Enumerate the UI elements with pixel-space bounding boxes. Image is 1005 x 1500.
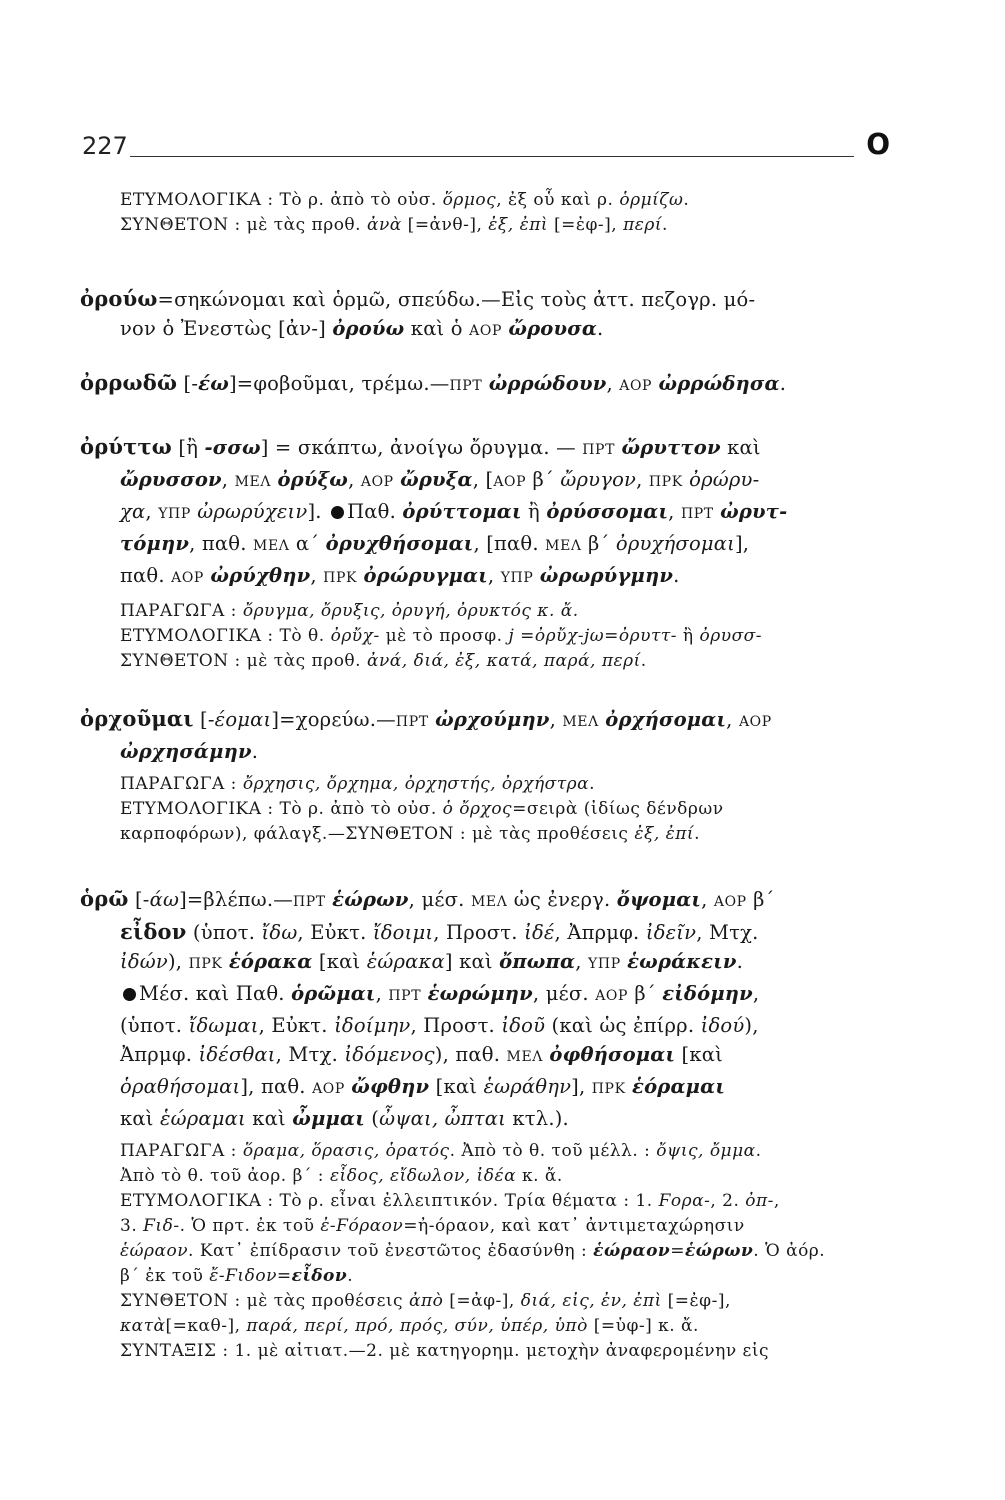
etymology-note: ΕΤΥΜΟΛΟΓΙΚΑ : Τὸ ρ. εἶναι ἐλλειπτικόν. Τρία θέματα : 1. Ϝορα-, 2. ὀπ-, xyxy=(120,1191,780,1211)
compound-note: ΣΥΝΘΕΤΟΝ : μὲ τὰς προθ. ἀνὰ [=ἀνθ-], ἐξ, ἐπὶ [=ἐφ-], περί. xyxy=(120,215,668,235)
entry-oro xyxy=(80,884,880,1364)
entry-line: ὠρχησάμην. xyxy=(120,740,259,763)
entry-orouo xyxy=(80,284,880,346)
etymology-note: καρποφόρων), φάλαγξ.—ΣΥΝΘΕΤΟΝ : μὲ τὰς προθέσεις ἐξ, ἐπί. xyxy=(120,824,700,844)
header-rule xyxy=(130,156,854,157)
entry-line: ὤρυσσον, ΜΕΛ ὀρύξω, ΑΟΡ ὤρυξα, [ΑΟΡ β΄ ὤρυγον, ΠΡΚ ὀρώρυ- xyxy=(120,468,760,491)
etymology-note: ἑώραον. Κατ᾽ ἐπίδρασιν τοῦ ἐνεστῶτος ἐδασύνθη : ἑώραον=ἑώρων. Ὁ ἀόρ. xyxy=(120,1241,826,1261)
etymology-note: 3. Ϝιδ-. Ὁ πρτ. ἐκ τοῦ ἐ-Ϝόραον=ἠ-όραον, καὶ κατ᾽ ἀντιμεταχώρησιν xyxy=(120,1216,745,1236)
etymology-note: ΕΤΥΜΟΛΟΓΙΚΑ : Τὸ ρ. ἀπὸ τὸ οὐσ. ὅρμος, ἐξ οὗ καὶ ρ. ὁρμίζω. xyxy=(120,190,690,210)
derivatives-note: ΠΑΡΑΓΩΓΑ : ὄρυγμα, ὄρυξις, ὀρυγή, ὀρυκτός κ. ἄ. xyxy=(120,601,579,621)
entry-line: ὀρχοῦμαι [-έομαι]=χορεύω.—ΠΡΤ ὠρχούμην, ΜΕΛ ὀρχήσομαι, ΑΟΡ xyxy=(80,706,772,731)
lemma: ὀρύττω xyxy=(80,434,172,459)
etymology-note: ΕΤΥΜΟΛΟΓΙΚΑ : Τὸ ρ. ἀπὸ τὸ οὐσ. ὁ ὄρχος=σειρὰ (ἰδίως δένδρων xyxy=(120,799,724,819)
entry-line: (ὑποτ. ἴδωμαι, Εὐκτ. ἰδοίμην, Προστ. ἰδοῦ (καὶ ὡς ἐπίρρ. ἰδού), xyxy=(120,1014,759,1037)
entry-orrodo xyxy=(80,368,880,401)
bullet-icon xyxy=(123,988,136,1001)
etymology-note: ΕΤΥΜΟΛΟΓΙΚΑ : Τὸ θ. ὀρὔχ- μὲ τὸ προσφ. j =ὀρὔχ-jω=ὀρυττ- ἢ ὀρυσσ- xyxy=(120,626,763,646)
derivatives-note: ΠΑΡΑΓΩΓΑ : ὄρχησις, ὄρχημα, ὀρχηστής, ὀρχήστρα. xyxy=(120,774,596,794)
entry-line: ὁραθήσομαι], παθ. ΑΟΡ ὤφθην [καὶ ἑωράθην], ΠΡΚ ἑόραμαι xyxy=(120,1075,725,1098)
entry-oruttw xyxy=(80,432,880,674)
lemma: ὀρούω xyxy=(80,286,158,311)
lemma: ὀρρωδῶ xyxy=(80,370,178,395)
entry-line: παθ. ΑΟΡ ὠρύχθην, ΠΡΚ ὀρώρυγμαι, ΥΠΡ ὠρωρύγμην. xyxy=(120,564,680,587)
bullet-icon xyxy=(331,506,344,519)
entry-line: καὶ ἑώραμαι καὶ ὦμμαι (ὦψαι, ὦπται κτλ.). xyxy=(120,1107,569,1130)
derivatives-note: Ἀπὸ τὸ θ. τοῦ ἀορ. β΄ : εἶδος, εἴδωλον, ἰδέα κ. ἄ. xyxy=(120,1166,563,1186)
page-number: 227 xyxy=(82,132,128,160)
entry-line: τόμην, παθ. ΜΕΛ α΄ ὀρυχθήσομαι, [παθ. ΜΕΛ β΄ ὀρυχήσομαι], xyxy=(120,532,750,555)
lemma: ὁρῶ xyxy=(80,886,129,911)
compound-note: ΣΥΝΘΕΤΟΝ : μὲ τὰς προθ. ἀνά, διά, ἐξ, κατά, παρά, περί. xyxy=(120,651,647,671)
compound-note: ΣΥΝΘΕΤΟΝ : μὲ τὰς προθέσεις ἀπὸ [=ἀφ-], διά, εἰς, ἐν, ἐπὶ [=ἐφ-], xyxy=(120,1291,731,1311)
entry-line: ὀρούω=σηκώνομαι καὶ ὁρμῶ, σπεύδω.—Εἰς τοὺς ἀττ. πεζογρ. μό- xyxy=(80,286,756,311)
entry-line: νον ὁ Ἐνεστὼς [ἀν-] ὀρούω καὶ ὁ ΑΟΡ ὤρουσα. xyxy=(120,317,604,340)
entry-line: ἰδών), ΠΡΚ ἑόρακα [καὶ ἑώρακα] καὶ ὄπωπα, ΥΠΡ ἑωράκειν. xyxy=(120,950,743,973)
syntax-note: ΣΥΝΤΑΞΙΣ : 1. μὲ αἰτιατ.—2. μὲ κατηγορημ. μετοχὴν ἀναφερομένην εἰς xyxy=(120,1341,770,1361)
etymology-note: β΄ ἐκ τοῦ ἔ-Ϝιδον=εἶδον. xyxy=(120,1266,354,1286)
entry-line: Μέσ. καὶ Παθ. ὁρῶμαι, ΠΡΤ ἑωρώμην, μέσ. ΑΟΡ β΄ εἰδόμην, xyxy=(80,979,880,1011)
section-letter: Ο xyxy=(866,128,890,161)
entry-line: ὀρρωδῶ [-έω]=φοβοῦμαι, τρέμω.—ΠΡΤ ὠρρώδουν, ΑΟΡ ὠρρώδησα. xyxy=(80,370,787,395)
compound-note: κατὰ[=καθ-], παρά, περί, πρό, πρός, σύν, ὑπέρ, ὑπὸ [=ὑφ-] κ. ἄ. xyxy=(120,1316,699,1336)
derivatives-note: ΠΑΡΑΓΩΓΑ : ὅραμα, ὅρασις, ὁρατός. Ἀπὸ τὸ θ. τοῦ μέλλ. : ὄψις, ὄμμα. xyxy=(120,1141,762,1161)
entry-line: ὀρύττω [ἢ -σσω] = σκάπτω, ἀνοίγω ὄρυγμα. — ΠΡΤ ὤρυττον καὶ xyxy=(80,434,761,459)
lemma: ὀρχοῦμαι xyxy=(80,706,194,731)
entry-line: χα, ΥΠΡ ὠρωρύχειν]. Παθ. ὀρύττομαι ἢ ὀρύσσομαι, ΠΡΤ ὠρυτ- xyxy=(120,500,788,523)
entry-line: εἶδον (ὑποτ. ἴδω, Εὐκτ. ἴδοιμι, Προστ. ἰδέ, Ἀπρμφ. ἰδεῖν, Μτχ. xyxy=(120,919,759,944)
entry-orxoumai xyxy=(80,704,880,847)
entry-line: Ἀπρμφ. ἰδέσθαι, Μτχ. ἰδόμενος), παθ. ΜΕΛ ὀφθήσομαι [καὶ xyxy=(120,1043,723,1066)
page-header xyxy=(82,128,890,176)
entry-line: ὁρῶ [-άω]=βλέπω.—ΠΡΤ ἑώρων, μέσ. ΜΕΛ ὡς ἐνεργ. ὄψομαι, ΑΟΡ β΄ xyxy=(80,886,775,911)
entry-tail xyxy=(80,188,880,238)
